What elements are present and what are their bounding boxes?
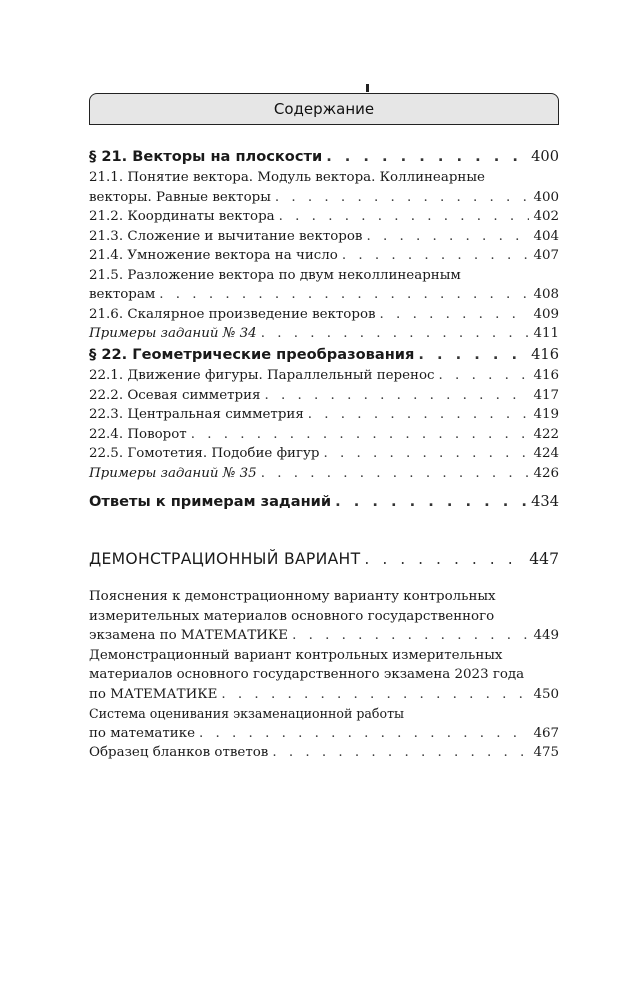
toc-entry-line[interactable]: Демонстрационный вариант контрольных измерительных: [89, 647, 503, 663]
toc-heading-21[interactable]: [89, 146, 559, 168]
dot-leader: [323, 444, 529, 464]
toc-demo-entries: [89, 587, 559, 763]
toc-page-number: 402: [533, 209, 559, 224]
toc-entry-title: векторам: [89, 287, 156, 302]
dot-leader: [418, 344, 527, 366]
toc-entry-title: 21.4. Умножение вектора на число: [89, 248, 338, 263]
dot-leader: [335, 491, 527, 513]
toc-page-number: 450: [533, 686, 559, 702]
toc-page-number: 417: [533, 387, 559, 403]
toc-entry-title: векторы. Равные векторы: [89, 189, 271, 205]
toc-demo-variant: [89, 547, 559, 571]
toc-heading-title: Ответы к примерам заданий: [89, 493, 332, 510]
toc-section-21: [89, 146, 559, 344]
toc-entry-line[interactable]: материалов основного государственного экзамена 2023 года: [89, 667, 525, 682]
toc-entry[interactable]: [89, 188, 559, 208]
toc-page-number: 400: [533, 189, 559, 205]
toc-entry[interactable]: [89, 285, 559, 305]
toc-heading-title: § 22. Геометрические преобразования: [89, 346, 415, 363]
dot-leader: [279, 207, 530, 227]
toc-entry-title: 22.2. Осевая симметрия: [89, 387, 261, 403]
toc-entry[interactable]: [89, 246, 559, 266]
toc-entry[interactable]: [89, 685, 559, 705]
toc-entry-title: экзамена по МАТЕМАТИКЕ: [89, 628, 289, 643]
toc-entry[interactable]: [89, 386, 559, 406]
toc-entry-line[interactable]: Система оценивания экзаменационной работы: [89, 706, 405, 721]
toc-page-number: 424: [533, 446, 559, 461]
page-header-tab: [89, 93, 559, 125]
toc-page-number: 426: [533, 465, 559, 481]
toc-entry-title: 22.1. Движение фигуры. Параллельный перенос: [89, 368, 435, 383]
toc-page-number: 411: [533, 326, 559, 341]
toc-page-number: 407: [533, 248, 559, 263]
toc-heading-title: ДЕМОНСТРАЦИОННЫЙ ВАРИАНТ: [89, 550, 361, 568]
toc-entry-title: по МАТЕМАТИКЕ: [89, 686, 218, 702]
dot-leader: [159, 285, 529, 305]
toc-entry-title: 21.3. Сложение и вычитание векторов: [89, 228, 363, 244]
header-tick-mark: [366, 84, 369, 92]
toc-page-number: 475: [533, 745, 559, 760]
toc-entry-title: 22.4. Поворот: [89, 426, 187, 442]
dot-leader: [308, 405, 530, 425]
toc-entry[interactable]: [89, 366, 559, 386]
toc-page-number: 449: [533, 628, 559, 643]
toc-entry[interactable]: [89, 405, 559, 425]
dot-leader: [191, 425, 530, 445]
dot-leader: [272, 743, 529, 763]
dot-leader: [265, 386, 530, 406]
toc-page-number: 409: [533, 306, 559, 322]
toc-page-number: 416: [531, 346, 559, 363]
toc-section-22: [89, 344, 559, 483]
toc-entry-line[interactable]: 21.5. Разложение вектора по двум неколлинеарным: [89, 267, 461, 283]
toc-entry-line[interactable]: 21.1. Понятие вектора. Модуль вектора. Коллинеарные: [89, 170, 485, 185]
toc-answers: [89, 491, 559, 513]
toc-entry-title: 22.5. Гомотетия. Подобие фигур: [89, 446, 320, 461]
toc-page-number: 419: [533, 407, 559, 422]
toc-entry[interactable]: [89, 305, 559, 325]
toc-page-number: 434: [531, 493, 559, 510]
toc-entry-title: Образец бланков ответов: [89, 745, 269, 760]
dot-leader: [292, 626, 529, 646]
toc-entry-line[interactable]: Пояснения к демонстрационному варианту контрольных: [89, 589, 496, 604]
toc-entry[interactable]: [89, 743, 559, 763]
toc-entry-title: Примеры заданий № 35: [89, 465, 257, 481]
dot-leader: [275, 188, 530, 208]
toc-entry-title: 21.6. Скалярное произведение векторов: [89, 306, 376, 322]
dot-leader: [364, 547, 525, 571]
toc-entry[interactable]: [89, 724, 559, 744]
dot-leader: [342, 246, 530, 266]
dot-leader: [221, 685, 529, 705]
toc-entry[interactable]: [89, 207, 559, 227]
header-divider: [89, 124, 559, 125]
toc-entry-examples[interactable]: [89, 464, 559, 484]
dot-leader: [261, 324, 530, 344]
toc-entry-title: 22.3. Центральная симметрия: [89, 407, 304, 422]
toc-heading-title: § 21. Векторы на плоскости: [89, 148, 323, 165]
toc-entry-title: по математике: [89, 725, 196, 741]
toc-page-number: 422: [533, 426, 559, 442]
toc-entry[interactable]: [89, 227, 559, 247]
toc-entry-line[interactable]: измерительных материалов основного государственного: [89, 608, 495, 624]
dot-leader: [366, 227, 529, 247]
toc-entry[interactable]: [89, 425, 559, 445]
toc-heading-answers[interactable]: [89, 491, 559, 513]
dot-leader: [326, 146, 527, 168]
toc-page-number: 408: [533, 287, 559, 302]
toc-entry[interactable]: [89, 626, 559, 646]
toc-page-number: 467: [533, 725, 559, 741]
toc-page-number: 416: [533, 368, 559, 383]
dot-leader: [199, 724, 529, 744]
toc-page-number: 400: [531, 148, 559, 165]
toc-entry[interactable]: [89, 444, 559, 464]
page-title: Содержание: [273, 100, 375, 118]
dot-leader: [261, 464, 530, 484]
toc-page-number: 447: [529, 550, 559, 568]
toc-heading-demo[interactable]: [89, 547, 559, 571]
toc-heading-22[interactable]: [89, 344, 559, 366]
toc-entry-title: Примеры заданий № 34: [89, 326, 257, 341]
dot-leader: [439, 366, 530, 386]
toc-page-number: 404: [533, 228, 559, 244]
toc-entry-examples[interactable]: [89, 324, 559, 344]
toc-entry-title: 21.2. Координаты вектора: [89, 209, 275, 224]
dot-leader: [380, 305, 530, 325]
